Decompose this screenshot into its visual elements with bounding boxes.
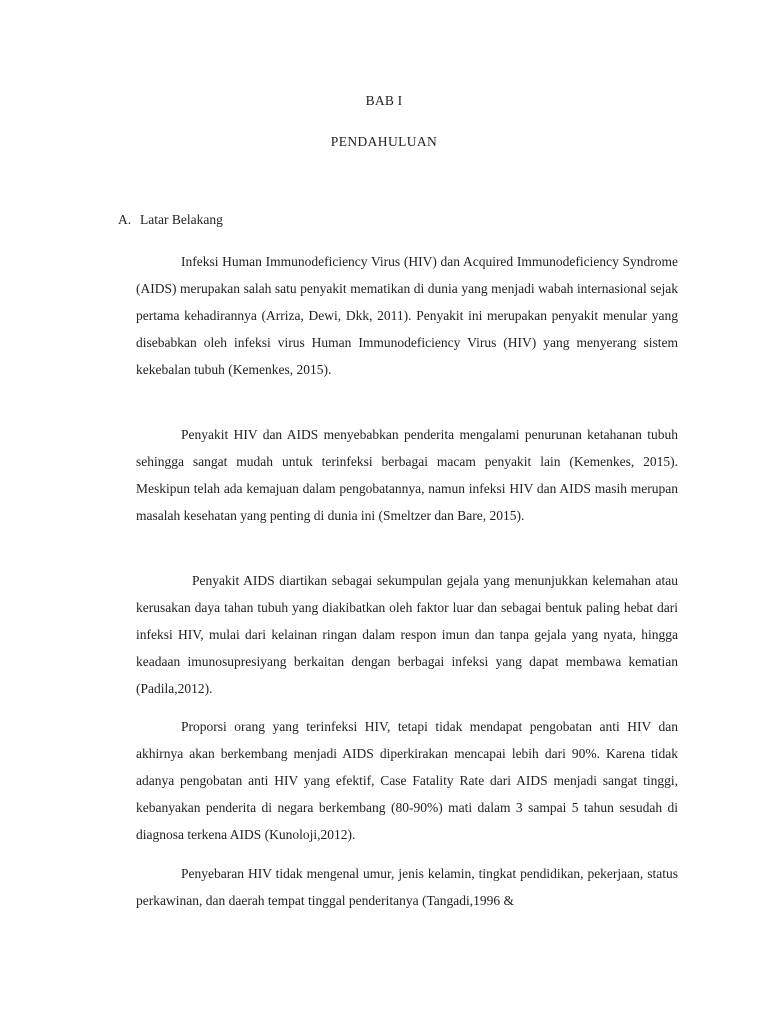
paragraph-2: Penyakit HIV dan AIDS menyebabkan penderita mengalami penurunan ketahanan tubuh sehingga sangat mudah untuk terinfeksi berbagai macam penyakit lain (Kemenkes, 2015). Meskipun telah ada kemajuan dalam pengobatannya, namun infeksi HIV dan AIDS masih merupan masalah kesehatan yang penting di dunia ini (Smeltzer dan Bare, 2015). (136, 427, 678, 523)
section-title: Latar Belakang (140, 212, 223, 227)
paragraph-5: Penyebaran HIV tidak mengenal umur, jenis kelamin, tingkat pendidikan, pekerjaan, status perkawinan, dan daerah tempat tinggal penderitanya (Tangadi,1996 & (136, 866, 678, 908)
paragraph-4: Proporsi orang yang terinfeksi HIV, tetapi tidak mendapat pengobatan anti HIV dan akhirnya akan berkembang menjadi AIDS diperkirakan mencapai lebih dari 90%. Karena tidak adanya pengobatan anti HIV yang efektif, Case Fatality Rate dari AIDS menjadi sangat tinggi, kebanyakan penderita di negara berkembang (80-90%) mati dalam 3 sampai 5 tahun sesudah di diagnosa terkena AIDS (Kunoloji,2012). (136, 719, 678, 842)
paragraph-3: Penyakit AIDS diartikan sebagai sekumpulan gejala yang menunjukkan kelemahan atau kerusakan daya tahan tubuh yang diakibatkan oleh faktor luar dan sebagai bentuk paling hebat dari infeksi HIV, mulai dari kelainan ringan dalam respon imun dan tanpa gejala yang nyata, hingga keadaan imunosupresiyang berkaitan dengan berbagai infeksi yang dapat membawa kematian (Padila,2012). (136, 573, 678, 696)
section-number: A. (118, 212, 132, 227)
chapter-title: PENDAHULUAN (330, 134, 438, 149)
chapter-heading: BAB I (365, 93, 403, 108)
section-heading (118, 212, 223, 228)
paragraph-1: Infeksi Human Immunodeficiency Virus (HIV) dan Acquired Immunodeficiency Syndrome (AIDS) merupakan salah satu penyakit mematikan di dunia yang menjadi wabah internasional sejak pertama kehadirannya (Arriza, Dewi, Dkk, 2011). Penyakit ini merupakan penyakit menular yang disebabkan oleh infeksi virus Human Immunodeficiency Virus (HIV) yang menyerang sistem kekebalan tubuh (Kemenkes, 2015). (136, 254, 678, 377)
